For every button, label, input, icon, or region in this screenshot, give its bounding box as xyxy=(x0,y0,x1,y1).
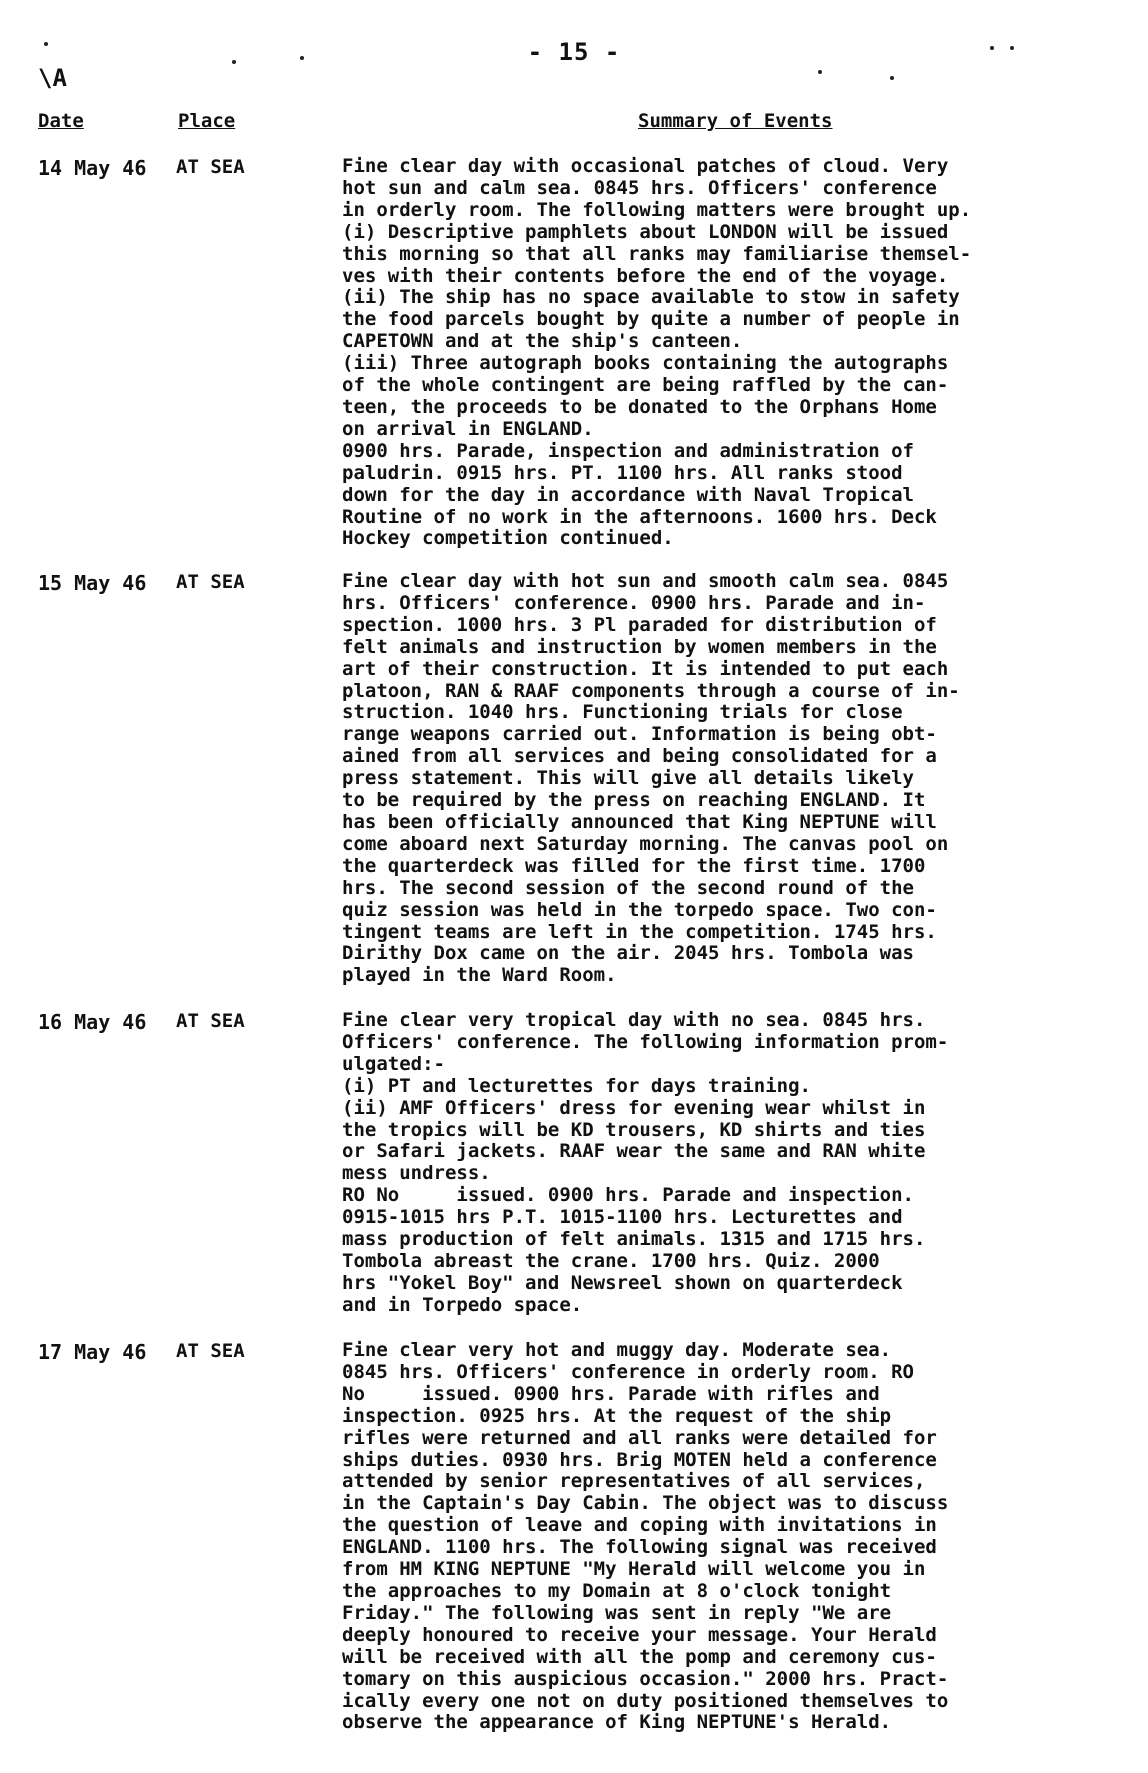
summary-line: ained from all services and being consolidated for a xyxy=(342,745,937,768)
summary-line: ENGLAND. 1100 hrs. The following signal was received xyxy=(342,1536,937,1559)
summary-line: ulgated:- xyxy=(342,1052,445,1075)
entry-summary xyxy=(342,156,1088,550)
summary-line: played in the Ward Room. xyxy=(342,964,617,987)
entry-place: AT SEA xyxy=(176,156,245,178)
summary-line: tingent teams are left in the competition. 1745 hrs. xyxy=(342,920,937,943)
summary-line: quiz session was held in the torpedo space. Two con- xyxy=(342,898,937,921)
summary-line: (i) PT and lecturettes for days training. xyxy=(342,1074,811,1097)
summary-line: the food parcels bought by quite a number of people in xyxy=(342,308,960,331)
summary-line: teen, the proceeds to be donated to the Orphans Home xyxy=(342,395,937,418)
summary-line: (ii) AMF Officers' dress for evening wear whilst in xyxy=(342,1096,926,1119)
column-header-place: Place xyxy=(178,110,236,132)
summary-line: of the whole contingent are being raffled by the can- xyxy=(342,374,949,397)
summary-line: hrs "Yokel Boy" and Newsreel shown on quarterdeck xyxy=(342,1271,903,1294)
entry-summary xyxy=(342,1010,1088,1317)
summary-line: the approaches to my Domain at 8 o'clock tonight xyxy=(342,1579,892,1602)
summary-line: ves with their contents before the end of the voyage. xyxy=(342,264,949,287)
summary-line: 0845 hrs. Officers' conference in orderly room. RO xyxy=(342,1360,914,1383)
summary-line: Friday." The following was sent in reply "We are xyxy=(342,1601,892,1624)
summary-line: (iii) Three autograph books containing the autographs xyxy=(342,352,949,375)
summary-line: ships duties. 0930 hrs. Brig MOTEN held a conference xyxy=(342,1448,937,1471)
summary-line: to be required by the press on reaching ENGLAND. It xyxy=(342,789,926,812)
paper-speck xyxy=(232,60,236,64)
summary-line: the question of leave and coping with invitations in xyxy=(342,1514,937,1537)
summary-line: Fine clear day with occasional patches of cloud. Very xyxy=(342,155,949,177)
summary-line: Fine clear day with hot sun and smooth calm sea. 0845 xyxy=(342,570,949,592)
entry-summary xyxy=(342,1340,1088,1734)
summary-line: rifles were returned and all ranks were detailed for xyxy=(342,1426,937,1449)
entry-date: 16 May 46 xyxy=(38,1010,147,1034)
column-header-summary: Summary of Events xyxy=(638,110,833,132)
summary-line: mess undress. xyxy=(342,1162,491,1185)
summary-line: No issued. 0900 hrs. Parade with rifles and xyxy=(342,1382,880,1405)
summary-line: felt animals and instruction by women members in the xyxy=(342,635,937,658)
entry-place: AT SEA xyxy=(176,571,245,593)
summary-line: deeply honoured to receive your message. Your Herald xyxy=(342,1623,937,1646)
summary-line: platoon, RAN & RAAF components through a course of in- xyxy=(342,679,960,702)
paper-speck xyxy=(890,76,894,80)
summary-line: and in Torpedo space. xyxy=(342,1293,583,1316)
summary-line: 0915-1015 hrs P.T. 1015-1100 hrs. Lecturettes and xyxy=(342,1206,903,1229)
summary-line: attended by senior representatives of all services, xyxy=(342,1470,926,1493)
summary-line: in the Captain's Day Cabin. The object was to discuss xyxy=(342,1492,949,1515)
summary-line: in orderly room. The following matters were brought up. xyxy=(342,198,972,221)
summary-line: come aboard next Saturday morning. The canvas pool on xyxy=(342,832,949,855)
paper-speck xyxy=(1010,46,1014,50)
entry-place: AT SEA xyxy=(176,1340,245,1362)
summary-line: Hockey competition continued. xyxy=(342,527,674,550)
summary-line: (ii) The ship has no space available to stow in safety xyxy=(342,286,960,309)
entry-date: 14 May 46 xyxy=(38,156,147,180)
summary-line: on arrival in ENGLAND. xyxy=(342,417,594,440)
summary-line: Tombola abreast the crane. 1700 hrs. Quiz. 2000 xyxy=(342,1249,880,1272)
paper-speck xyxy=(44,42,48,46)
summary-line: hrs. Officers' conference. 0900 hrs. Parade and in- xyxy=(342,591,926,614)
summary-line: range weapons carried out. Information is being obt- xyxy=(342,723,937,746)
summary-line: or Safari jackets. RAAF wear the same and RAN white xyxy=(342,1140,926,1163)
paper-speck xyxy=(300,56,304,60)
summary-line: 0900 hrs. Parade, inspection and administration of xyxy=(342,439,914,462)
summary-line: hot sun and calm sea. 0845 hrs. Officers' conference xyxy=(342,176,937,199)
page-number: - 15 - xyxy=(527,38,621,66)
summary-line: struction. 1040 hrs. Functioning trials for close xyxy=(342,701,903,724)
summary-line: down for the day in accordance with Naval Tropical xyxy=(342,483,914,506)
summary-line: (i) Descriptive pamphlets about LONDON will be issued xyxy=(342,220,949,243)
summary-line: the quarterdeck was filled for the first time. 1700 xyxy=(342,854,926,877)
summary-line: RO No issued. 0900 hrs. Parade and inspection. xyxy=(342,1184,914,1207)
summary-line: hrs. The second session of the second round of the xyxy=(342,876,914,899)
entry-summary xyxy=(342,571,1088,987)
entry-date: 17 May 46 xyxy=(38,1340,147,1364)
summary-line: will be received with all the pomp and ceremony cus- xyxy=(342,1645,937,1668)
entry-date: 15 May 46 xyxy=(38,571,147,595)
summary-line: observe the appearance of King NEPTUNE's Herald. xyxy=(342,1711,892,1734)
summary-line: this morning so that all ranks may familiarise themsel- xyxy=(342,242,972,265)
summary-line: ically every one not on duty positioned themselves to xyxy=(342,1689,949,1712)
column-header-date: Date xyxy=(38,110,84,132)
summary-line: art of their construction. It is intended to put each xyxy=(342,657,949,680)
paper-speck xyxy=(990,46,994,50)
summary-line: has been officially announced that King NEPTUNE will xyxy=(342,810,937,833)
summary-line: CAPETOWN and at the ship's canteen. xyxy=(342,330,743,353)
summary-line: inspection. 0925 hrs. At the request of the ship xyxy=(342,1404,892,1427)
margin-mark: \A xyxy=(38,64,67,92)
summary-line: mass production of felt animals. 1315 and 1715 hrs. xyxy=(342,1228,926,1251)
summary-line: Fine clear very tropical day with no sea. 0845 hrs. xyxy=(342,1009,926,1031)
paper-speck xyxy=(818,70,822,74)
summary-line: the tropics will be KD trousers, KD shirts and ties xyxy=(342,1118,926,1141)
summary-line: tomary on this auspicious occasion." 2000 hrs. Pract- xyxy=(342,1667,949,1690)
summary-line: press statement. This will give all details likely xyxy=(342,767,914,790)
summary-line: spection. 1000 hrs. 3 Pl paraded for distribution of xyxy=(342,613,937,636)
summary-line: paludrin. 0915 hrs. PT. 1100 hrs. All ranks stood xyxy=(342,461,903,484)
entry-place: AT SEA xyxy=(176,1010,245,1032)
summary-line: Routine of no work in the afternoons. 1600 hrs. Deck xyxy=(342,505,937,528)
summary-line: Officers' conference. The following information prom- xyxy=(342,1030,949,1053)
summary-line: from HM KING NEPTUNE "My Herald will welcome you in xyxy=(342,1558,926,1581)
summary-line: Fine clear very hot and muggy day. Moderate sea. xyxy=(342,1339,892,1361)
summary-line: Dirithy Dox came on the air. 2045 hrs. Tombola was xyxy=(342,942,914,965)
